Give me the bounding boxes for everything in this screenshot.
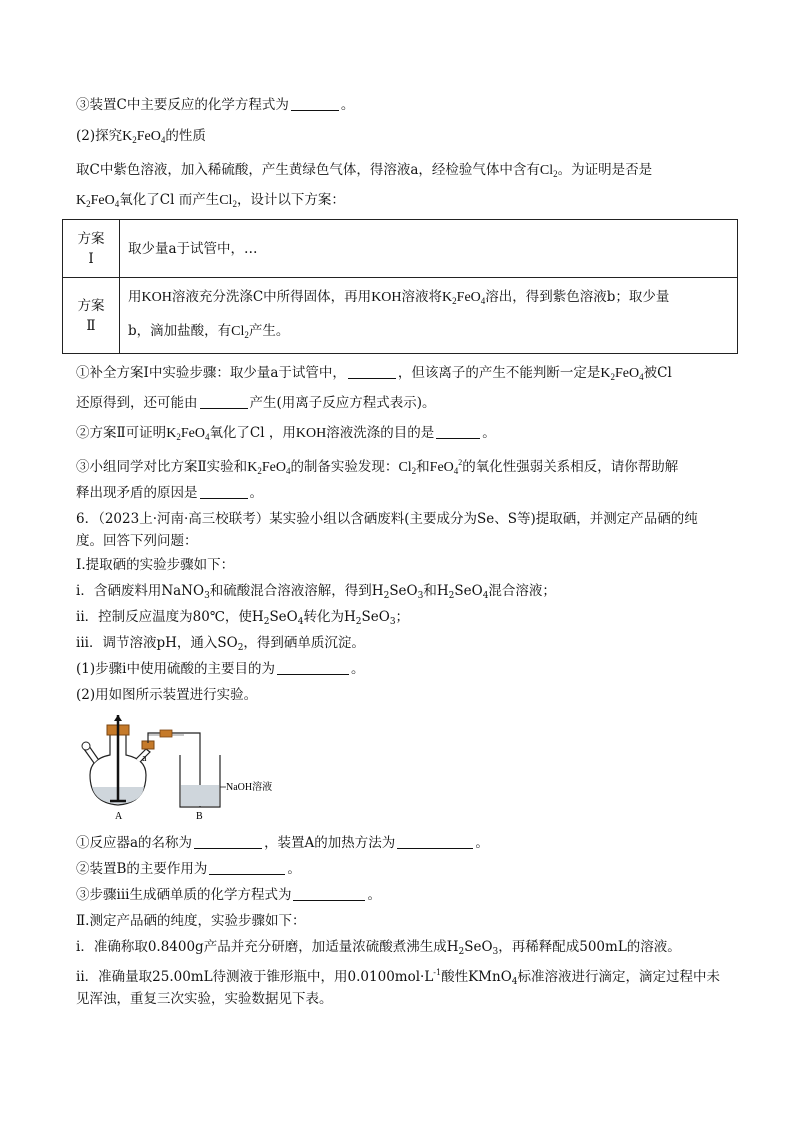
text: 氧化了Cl (119, 192, 175, 208)
text: 。 (340, 97, 355, 113)
text: 的性质 (165, 128, 206, 144)
section-heading: Ⅰ.提取硒的实验步骤如下： (76, 557, 235, 573)
label-A: A (115, 811, 123, 822)
text-line: ③小组同学对比方案Ⅱ实验和$K_2FeO_4$的制备实验发现：$Cl_2$和FeO$_4^2$的氧化性强弱关系相反，请你帮助解 (76, 458, 679, 476)
table-row (63, 220, 738, 278)
text-line (76, 126, 206, 150)
text-line: (2)用如图所示装置进行实验。 (76, 687, 258, 703)
text: (2)探究 (76, 128, 123, 144)
table-row (63, 278, 738, 354)
answer-blank[interactable] (397, 834, 473, 849)
text-line: 见浑浊，重复三次实验，实验数据见下表。 (76, 991, 333, 1007)
text-line: ②方案Ⅱ可证明$K_2FeO_4$氧化了Cl ，用KOH溶液洗涤的目的是 。 (76, 425, 496, 442)
scheme-table (62, 219, 738, 354)
answer-blank[interactable] (348, 364, 396, 379)
scheme-body: 取少量a于试管中，… (120, 220, 738, 278)
scheme-label: 方案 Ⅱ (63, 278, 120, 354)
text: 而产生 (178, 192, 220, 208)
text: ③装置C中主要反应的化学方程式为 (76, 97, 289, 113)
text-line (76, 160, 652, 184)
text-line: (1)步骤i中使用硫酸的主要目的为 。 (76, 661, 365, 677)
formula-cl2: $Cl_2$ (539, 163, 558, 179)
label-naoh: NaOH溶液 (226, 782, 273, 793)
answer-blank[interactable] (200, 484, 248, 499)
answer-blank[interactable] (277, 660, 349, 675)
text-line (76, 190, 345, 214)
beaker-b (180, 755, 226, 807)
text-line: ①反应器a的名称为 ，装置A的加热方法为 。 (76, 835, 489, 851)
section-heading: Ⅱ.测定产品硒的纯度，实验步骤如下： (76, 913, 306, 929)
formula-k2feo4: $K_2FeO_4$ (122, 129, 166, 145)
text-line (76, 95, 354, 115)
text-line: 释出现矛盾的原因是 。 (76, 485, 263, 501)
formula-k2feo4: $K_2FeO_4$ (76, 193, 120, 209)
text: ，设计以下方案： (236, 192, 345, 208)
question-6: 6．（2023上·河南·高三校联考）某实验小组以含硒废料(主要成分为Se、S等)提取硒，并测定产品硒的纯 (76, 511, 698, 527)
scheme-body: 用KOH溶液充分洗涤C中所得固体，再用KOH溶液将$K_2FeO_4$溶出，得到紫色溶液b；取少量 b，滴加盐酸，有$Cl_2$产生。 (120, 278, 738, 354)
formula-cl2: $Cl_2$ (219, 193, 237, 209)
answer-blank[interactable] (209, 860, 285, 875)
label-B: B (196, 811, 203, 822)
step-iii: iii．调节溶液pH，通入$SO_2$，得到硒单质沉淀。 (76, 635, 365, 653)
apparatus-figure (76, 715, 273, 823)
text-line: ①补全方案Ⅰ中实验步骤：取少量a于试管中， ，但该离子的产生不能判断一定是$K_2FeO_4$被Cl (76, 365, 672, 382)
text-line: ②装置B的主要作用为 。 (76, 861, 301, 877)
label-a: a (142, 753, 147, 764)
step-i: i．准确称取0.8400g产品并充分研磨，加适量浓硫酸煮沸生成$H_2SeO_3$，再稀释配成500mL的溶液。 (76, 939, 681, 957)
answer-blank[interactable] (293, 886, 365, 901)
step-ii: ii．控制反应温度为80℃，使$H_2SeO_4$转化为$H_2SeO_3$； (76, 609, 410, 627)
text: 。为证明是否是 (557, 162, 653, 178)
answer-blank[interactable] (436, 424, 480, 439)
answer-blank[interactable] (291, 96, 339, 111)
text: 取C中紫色溶液，加入稀硫酸，产生黄绿色气体，得溶液a，经检验气体中含有 (76, 162, 540, 178)
answer-blank[interactable] (200, 394, 248, 409)
text-line: 还原得到，还可能由 产生(用离子反应方程式表示)。 (76, 395, 436, 411)
text-line: ③步骤iii生成硒单质的化学方程式为 。 (76, 887, 381, 903)
answer-blank[interactable] (194, 834, 262, 849)
step-i: i．含硒废料用NaNO$_3$和硫酸混合溶液溶解，得到$H_2SeO_3$和$H_2SeO_4$混合溶液； (76, 583, 556, 601)
step-ii: ii．准确量取25.00mL待测液于锥形瓶中，用$0.0100mol\cdot L^{-1}$酸性KMnO$_4$标准溶液进行滴定，滴定过程中未 (76, 968, 720, 987)
scheme-label: 方案 Ⅰ (63, 220, 120, 278)
text-line: 度。回答下列问题： (76, 533, 198, 549)
